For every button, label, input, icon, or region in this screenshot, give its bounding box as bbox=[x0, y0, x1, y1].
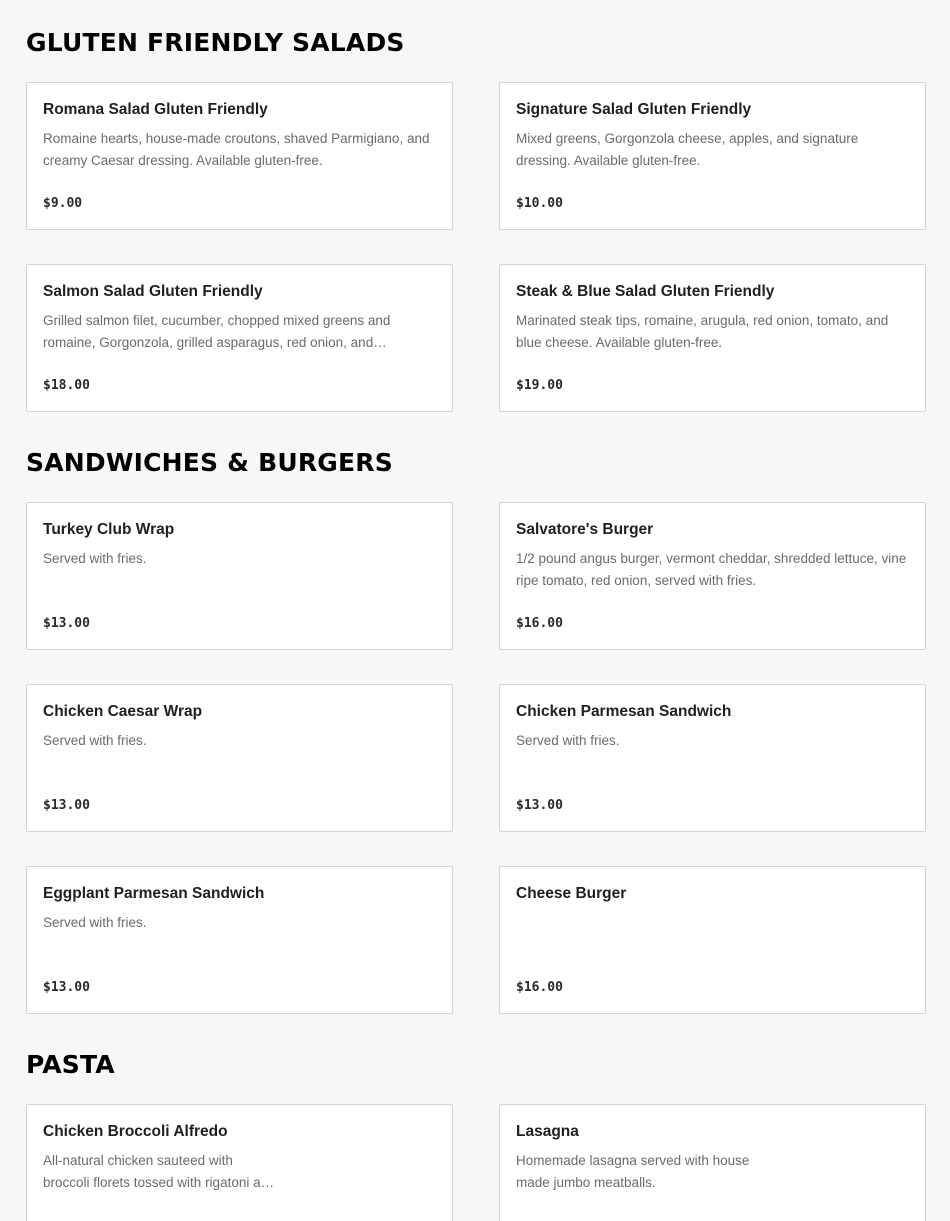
menu-item-price: $16.00 bbox=[516, 980, 563, 995]
menu-item-price: $9.00 bbox=[43, 196, 83, 211]
menu-item-card[interactable] bbox=[26, 1104, 453, 1221]
menu-item-description: Marinated steak tips, romaine, arugula, red onion, tomato, and blue cheese. Available gluten-free. bbox=[516, 313, 889, 350]
menu-item-card[interactable] bbox=[26, 264, 453, 412]
menu-item-card[interactable] bbox=[26, 866, 453, 1014]
menu-item-card[interactable] bbox=[26, 684, 453, 832]
menu-item-name: Romana Salad Gluten Friendly bbox=[43, 101, 268, 118]
menu-item-card[interactable] bbox=[499, 866, 926, 1014]
menu-item-name: Salmon Salad Gluten Friendly bbox=[43, 283, 263, 300]
menu-item-price: $13.00 bbox=[43, 798, 90, 813]
menu-item-name: Eggplant Parmesan Sandwich bbox=[43, 885, 265, 902]
menu-item-name: Chicken Caesar Wrap bbox=[43, 703, 203, 720]
menu-item-description: Served with fries. bbox=[43, 915, 147, 930]
menu-item-description: Served with fries. bbox=[516, 733, 620, 748]
menu-item-description: Mixed greens, Gorgonzola cheese, apples, and signature dressing. Available gluten-free. bbox=[516, 131, 859, 168]
menu-item-card[interactable] bbox=[499, 684, 926, 832]
menu-item-card[interactable] bbox=[499, 264, 926, 412]
menu-item-description: 1/2 pound angus burger, vermont cheddar, shredded lettuce, vine ripe tomato, red onion, served with fries. bbox=[516, 551, 907, 588]
menu-item-name: Chicken Parmesan Sandwich bbox=[516, 703, 732, 720]
section-title-pasta: PASTA bbox=[26, 1050, 115, 1079]
description-line: All-natural chicken sauteed with bbox=[43, 1153, 233, 1168]
description-line: made jumbo meatballs. bbox=[516, 1175, 656, 1190]
menu-item-price: $13.00 bbox=[516, 798, 563, 813]
menu-item-price: $10.00 bbox=[516, 196, 563, 211]
menu-item-card[interactable] bbox=[499, 1104, 926, 1221]
section-title-gluten-friendly-salads: GLUTEN FRIENDLY SALADS bbox=[26, 28, 405, 57]
menu-item-description: Romaine hearts, house-made croutons, shaved Parmigiano, and creamy Caesar dressing. Available gluten-free. bbox=[43, 131, 430, 168]
menu-item-price: $18.00 bbox=[43, 378, 90, 393]
menu-item-description bbox=[43, 1150, 436, 1194]
menu-item-name: Lasagna bbox=[516, 1123, 579, 1140]
menu-item-name: Turkey Club Wrap bbox=[43, 521, 175, 538]
menu-item-description bbox=[516, 1150, 909, 1194]
menu-item-card[interactable] bbox=[26, 502, 453, 650]
menu-item-card[interactable] bbox=[499, 82, 926, 230]
menu-item-price-cut-off bbox=[43, 1215, 97, 1221]
menu-item-name: Cheese Burger bbox=[516, 885, 627, 902]
menu-item-price: $19.00 bbox=[516, 378, 563, 393]
section-title-sandwiches-burgers: SANDWICHES & BURGERS bbox=[26, 448, 393, 477]
menu-item-description: Served with fries. bbox=[43, 733, 147, 748]
menu-item-price: $13.00 bbox=[43, 980, 90, 995]
menu-item-name: Steak & Blue Salad Gluten Friendly bbox=[516, 283, 775, 300]
menu-item-name: Chicken Broccoli Alfredo bbox=[43, 1123, 228, 1140]
menu-item-card[interactable] bbox=[26, 82, 453, 230]
menu-item-price-cut-off bbox=[516, 1215, 570, 1221]
menu-item-price: $13.00 bbox=[43, 616, 90, 631]
description-line: Homemade lasagna served with house bbox=[516, 1153, 750, 1168]
menu-item-name: Signature Salad Gluten Friendly bbox=[516, 101, 752, 118]
menu-item-name: Salvatore's Burger bbox=[516, 521, 654, 538]
description-line: broccoli florets tossed with rigatoni a… bbox=[43, 1175, 275, 1190]
menu-item-description: Grilled salmon filet, cucumber, chopped mixed greens and romaine, Gorgonzola, grilled asparagus, red onion, and… bbox=[43, 313, 391, 350]
menu-item-description: Served with fries. bbox=[43, 551, 147, 566]
menu-item-card[interactable] bbox=[499, 502, 926, 650]
menu-item-price: $16.00 bbox=[516, 616, 563, 631]
